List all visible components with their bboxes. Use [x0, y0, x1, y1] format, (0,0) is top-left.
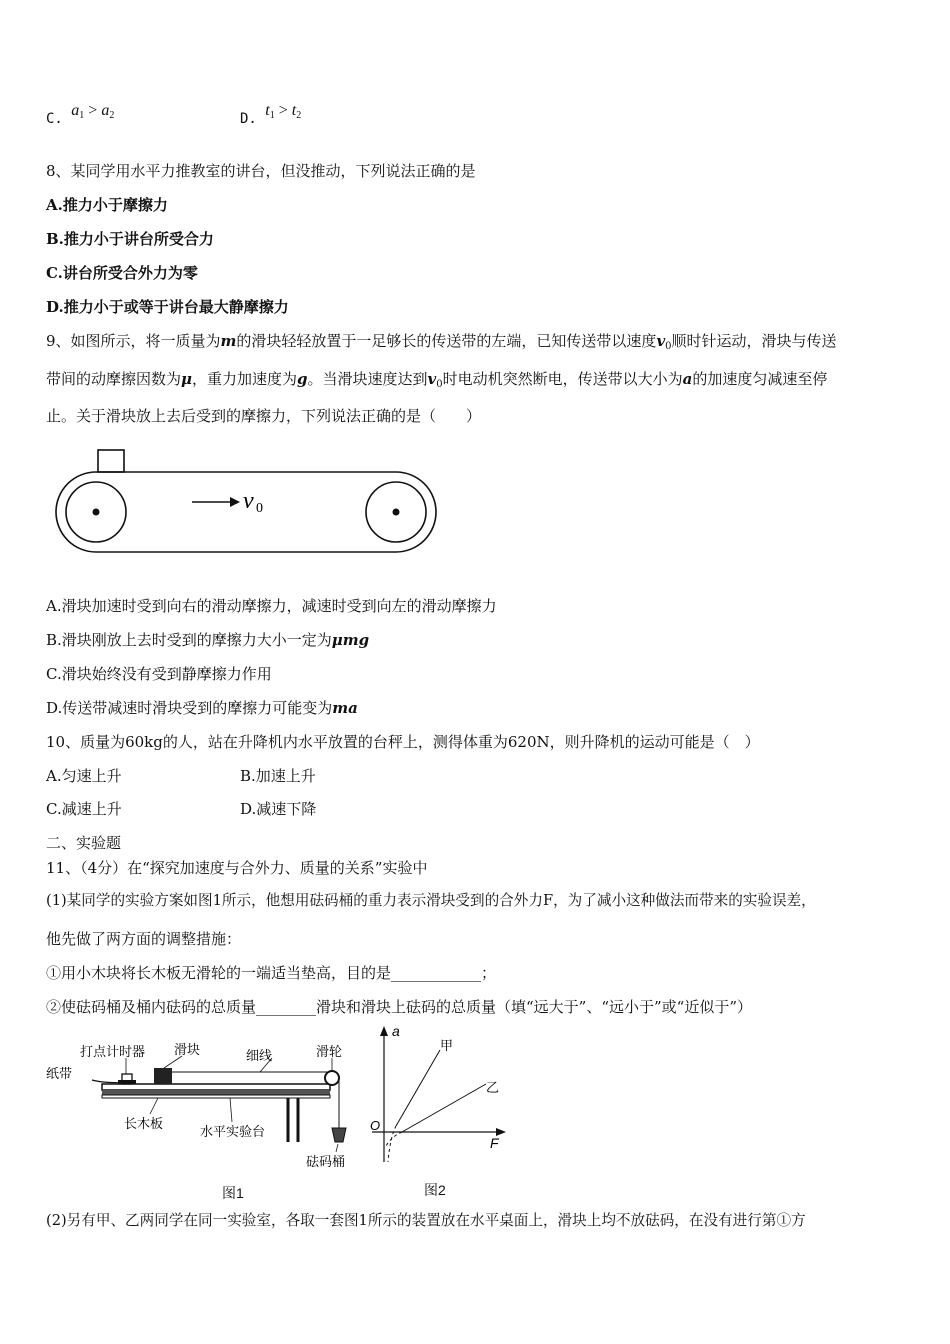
y-axis-arrow — [380, 1026, 388, 1036]
option-d — [240, 102, 302, 135]
table-top — [102, 1090, 330, 1095]
q8-option-a: A.推力小于摩擦力 — [46, 196, 168, 214]
velocity-arrow-head — [230, 497, 240, 507]
left-wheel-axle — [93, 509, 100, 516]
q10-option-b: B.加速上升 — [240, 767, 316, 785]
q10-stem: 10、质量为60kg的人，站在升降机内水平放置的台秤上，测得体重为620N，则升降机的运动可能是（ ） — [46, 733, 760, 751]
table-edge — [102, 1095, 330, 1098]
pulley-label: 滑轮 — [316, 1044, 343, 1059]
q11-step2: ②使砝码桶及桶内砝码的总质量________滑块和滑块上砝码的总质量（填“远大于”、“远小于”或“近似于”） — [46, 998, 753, 1016]
option-c-label: C. — [46, 111, 63, 127]
line-yi-label: 乙 — [486, 1080, 500, 1095]
option-d-formula: $t_1 > t_2$ — [265, 102, 302, 121]
table-leader — [230, 1098, 232, 1122]
q10-option-c: C.减速上升 — [46, 800, 122, 818]
q8-stem: 8、某同学用水平力推教室的讲台，但没推动，下列说法正确的是 — [46, 162, 476, 180]
q11-part1-line1: (1)某同学的实验方案如图1所示，他想用砝码桶的重力表示滑块受到的合外力F，为了减小这种做法而带来的实验误差， — [46, 892, 816, 909]
origin-label: O — [370, 1118, 381, 1133]
q11-stem: 11、（4分）在“探究加速度与合外力、质量的关系”实验中 — [46, 859, 428, 877]
slider-block — [98, 450, 124, 472]
slider — [154, 1068, 172, 1084]
option-c-formula: $a_1 > a_2$ — [71, 102, 115, 121]
line-jia-label: 甲 — [440, 1038, 454, 1053]
q9-stem-line2: 带间的动摩擦因数为μ，重力加速度为g。当滑块速度达到$v_0$时电动机突然断电，传送带以大小为a的加速度匀减速至停 — [46, 370, 828, 390]
q8-option-c: C.讲台所受合外力为零 — [46, 264, 198, 282]
conveyor-belt-figure — [50, 445, 450, 560]
thread-label: 细线 — [246, 1048, 273, 1063]
y-axis-label: a — [392, 1023, 400, 1039]
q9-stem-line3: 止。关于滑块放上去后受到的摩擦力，下列说法正确的是（ ） — [46, 407, 482, 425]
q11-part1-line2: 他先做了两方面的调整措施： — [46, 930, 242, 948]
line-yi — [402, 1084, 486, 1132]
velocity-subscript: 0 — [256, 501, 263, 516]
pulley — [325, 1071, 339, 1085]
tape-label: 纸带 — [46, 1066, 73, 1081]
q9-stem-line1: 9、如图所示，将一质量为m的滑块轻轻放置于一足够长的传送带的左端，已知传送带以速度$v_0$顺时针运动，滑块与传送 — [46, 332, 837, 352]
af-graph-figure — [362, 1022, 512, 1178]
apparatus-figure — [40, 1030, 370, 1180]
q9-option-c: C.滑块始终没有受到静摩擦力作用 — [46, 665, 272, 683]
q10-option-d: D.减速下降 — [240, 800, 317, 818]
option-d-label: D. — [240, 111, 257, 127]
weight-bucket — [332, 1128, 346, 1142]
right-wheel-axle — [393, 509, 400, 516]
option-c — [46, 102, 115, 135]
timer-label: 打点计时器 — [80, 1044, 146, 1059]
slider-label: 滑块 — [174, 1042, 201, 1057]
board-leader — [150, 1098, 158, 1114]
q10-option-a: A.匀速上升 — [46, 767, 122, 785]
slider-leader — [164, 1056, 182, 1068]
line-yi-dashed — [386, 1132, 402, 1146]
q11-step1: ①用小木块将长木板无滑轮的一端适当垫高，目的是____________； — [46, 964, 497, 982]
x-axis-label: F — [490, 1135, 499, 1151]
fig1-caption: 图1 — [222, 1185, 244, 1201]
q8-option-d: D.推力小于或等于讲台最大静摩擦力 — [46, 298, 289, 316]
fig2-caption: 图2 — [424, 1182, 446, 1198]
q11-part2-line1: (2)另有甲、乙两同学在同一实验室，各取一套图1所示的装置放在水平桌面上，滑块上均不放砝码，在没有进行第①方 — [46, 1212, 806, 1229]
table-label: 水平实验台 — [200, 1124, 266, 1139]
velocity-label: v — [243, 488, 254, 514]
long-board — [102, 1084, 330, 1090]
q9-option-d: D.传送带减速时滑块受到的摩擦力可能变为ma — [46, 699, 358, 717]
bucket-leader — [336, 1144, 338, 1152]
board-label: 长木板 — [124, 1116, 164, 1131]
bucket-label: 砝码桶 — [306, 1154, 346, 1169]
section-heading: 二、实验题 — [46, 834, 122, 852]
q8-option-b: B.推力小于讲台所受合力 — [46, 230, 214, 248]
q9-option-b: B.滑块刚放上去时受到的摩擦力大小一定为μmg — [46, 631, 370, 649]
q9-option-a: A.滑块加速时受到向右的滑动摩擦力，减速时受到向左的滑动摩擦力 — [46, 597, 497, 615]
